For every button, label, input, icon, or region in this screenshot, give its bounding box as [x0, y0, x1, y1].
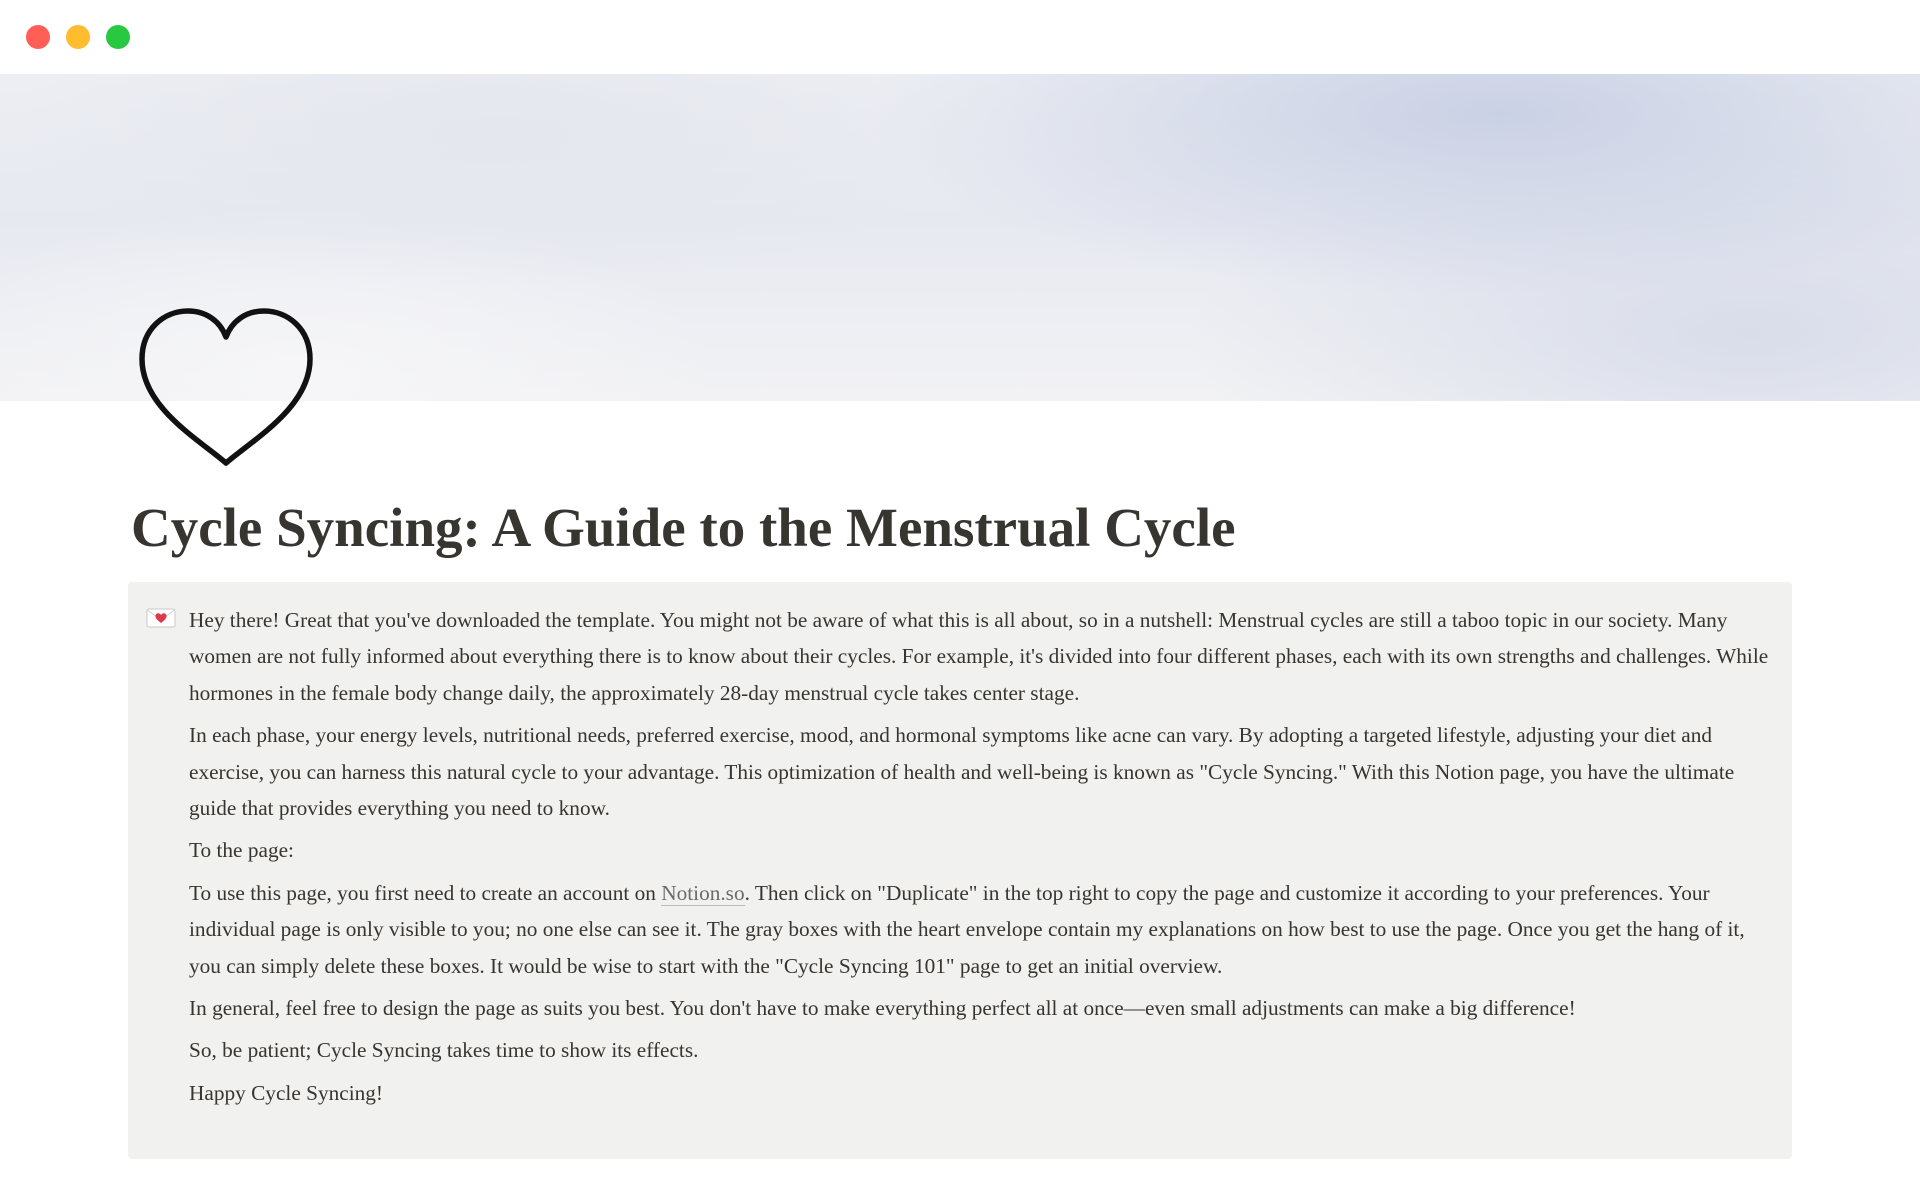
- callout-paragraph-patience: So, be patient; Cycle Syncing takes time to show its effects.: [189, 1038, 699, 1063]
- love-letter-icon[interactable]: [146, 607, 176, 629]
- callout-text: [189, 602, 1769, 1111]
- window-close-button[interactable]: [26, 25, 50, 49]
- callout-paragraph-signoff: Happy Cycle Syncing!: [189, 1080, 384, 1105]
- callout-paragraph-phases: In each phase, your energy levels, nutritional needs, preferred exercise, mood, and hormonal symptoms like acne can vary. By adopting a targeted lifestyle, adjusting your diet and exercise, you can harness this natural cycle to your advantage. This optimization of health and well-being is known as "Cycle Syncing." With this Notion page, you have the ultimate guide that provides everything you need to know.: [189, 723, 1735, 821]
- callout-paragraph-usage: [189, 875, 1769, 984]
- notion-link[interactable]: Notion.so: [661, 880, 745, 905]
- intro-callout: [128, 582, 1792, 1159]
- window-titlebar: [0, 0, 1920, 74]
- usage-text-after: . Then click on "Duplicate" in the top right to copy the page and customize it according to your preferences. Your individual page is only visible to you; no one else can see it. The gray boxes with the heart envelope contain my explanations on how best to use the page. Once you get the hang of it, you can simply delete these boxes. It would be wise to start with the "Cycle Syncing 101" page to get an initial overview.: [189, 880, 1745, 978]
- usage-text-before: To use this page, you first need to create an account on: [189, 880, 662, 905]
- window-zoom-button[interactable]: [106, 25, 130, 49]
- callout-paragraph-intro: Hey there! Great that you've downloaded the template. You might not be aware of what this is all about, so in a nutshell: Menstrual cycles are still a taboo topic in our society. Many women are not fully informed about everything there is to know about their cycles. For example, it's divided into four different phases, each with its own strengths and challenges. While hormones in the female body change daily, the approximately 28-day menstrual cycle takes center stage.: [189, 608, 1769, 705]
- heart-outline-icon[interactable]: [138, 307, 314, 467]
- window-minimize-button[interactable]: [66, 25, 90, 49]
- callout-paragraph-general: In general, feel free to design the page as suits you best. You don't have to make everything perfect all at once—even small adjustments can make a big difference!: [189, 996, 1576, 1021]
- page-title[interactable]: Cycle Syncing: A Guide to the Menstrual Cycle: [131, 497, 1236, 558]
- callout-paragraph-to-the-page: To the page:: [189, 838, 294, 863]
